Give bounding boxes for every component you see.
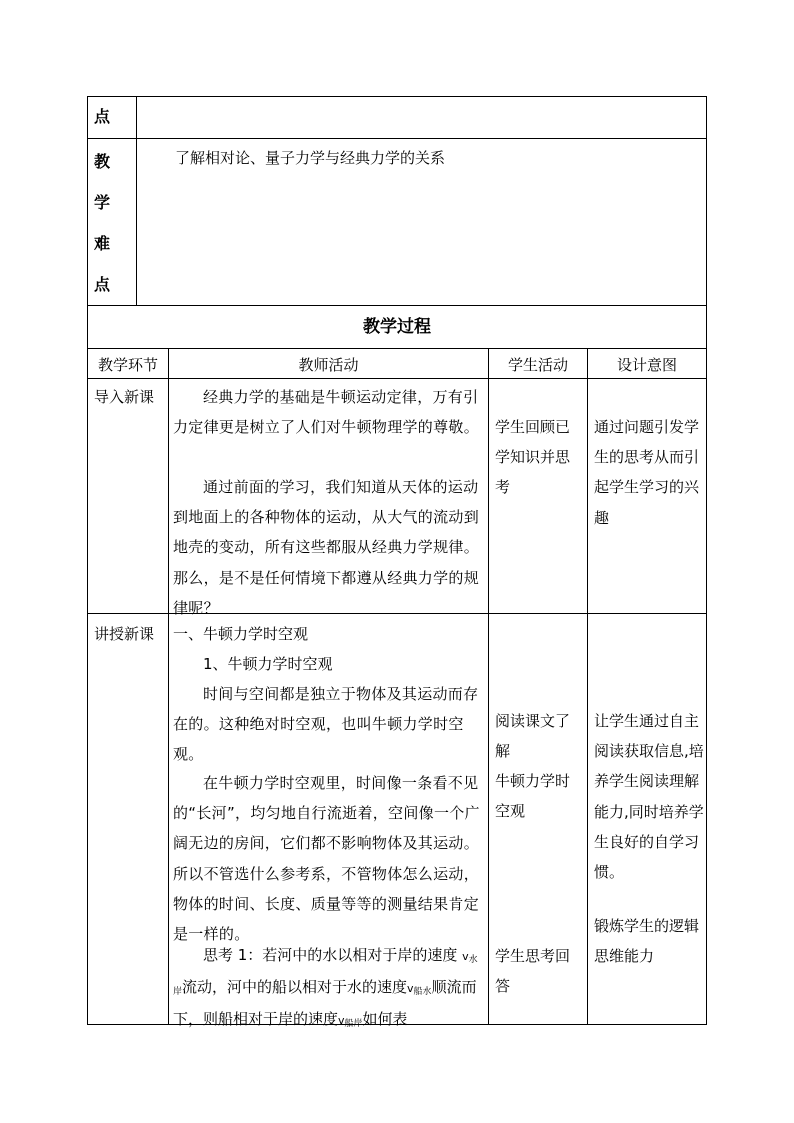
lecture-paragraph: 在牛顿力学时空观里，时间像一条看不见的“长河”，均匀地自行流逝着，空间像一个广阔无边的房间，它们都不影响物体及其运动。所以不管选什么参考系，不管物体怎么运动，物体的时间、长度、质量等等的测量结果肯定是一样的。 [173,774,480,944]
lecture-student-activity: 阅读课文了解 [495,712,571,761]
header-teacher: 教师活动 [298,356,359,374]
lecture-design-intent: 锻炼学生的逻辑思维能力 [594,917,700,966]
row-divider [87,138,707,139]
subscript-water-shore: 水岸 [173,955,478,998]
think-text: 流动，河中的船以相对于水的速度 [182,978,408,997]
top-row-label: 点 [94,107,111,126]
intro-design-intent: 通过问题引发学生的思考从而引起学生学习的兴趣 [594,418,700,527]
lecture-subsection-heading: 1、牛顿力学时空观 [203,655,333,673]
think-text: 思考 1：若河中的水以相对于岸的速度 [203,946,458,964]
table-border-left [87,96,88,1025]
header-design: 设计意图 [616,356,677,374]
velocity-symbol: v [407,982,414,996]
subscript-boat-shore: 船岸 [344,1019,363,1030]
difficulty-label-char: 难 [94,234,111,253]
table-border-top [87,96,707,97]
label-column-divider [136,96,137,306]
intro-teacher-paragraph: 经典力学的基础是牛顿运动定律，万有引力定律更是树立了人们对牛顿物理学的尊敬。 [173,388,480,437]
row-divider [87,348,707,349]
header-student: 学生活动 [507,356,568,374]
lecture-paragraph: 时间与空间都是独立于物体及其运动而存在的。这种绝对时空观，也叫牛顿力学时空观。 [173,685,479,764]
lecture-stage: 讲授新课 [94,625,155,643]
student-column-divider [587,348,588,1025]
difficulty-label-char: 学 [94,193,111,212]
table-border-right [706,96,707,1025]
lecture-design-intent: 让学生通过自主阅读获取信息,培养学生阅读理解能力,同时培养学生良好的自学习惯。 [594,712,704,882]
difficulty-label-char: 点 [94,275,111,294]
lecture-think-question [173,940,485,1037]
velocity-symbol: v [338,1014,345,1028]
difficulty-content: 了解相对论、量子力学与经典力学的关系 [175,149,446,167]
difficulty-label-char: 教 [94,152,111,171]
row-divider [87,305,707,306]
think-text: 如何表 [362,1010,408,1029]
velocity-symbol: v [462,950,469,963]
process-title: 教学过程 [363,317,431,337]
intro-stage: 导入新课 [94,388,155,406]
lecture-student-activity: 牛顿力学时空观 [495,772,571,821]
intro-student-activity: 学生回顾已学知识并思考 [495,418,571,497]
stage-column-divider [168,348,169,1025]
teacher-column-divider [488,348,489,1025]
intro-teacher-paragraph: 通过前面的学习，我们知道从天体的运动到地面上的各种物体的运动，从大气的流动到地壳的变动，所有这些都服从经典力学规律。那么，是不是任何情境下都遵从经典力学的规律呢？ [173,478,480,617]
think-text: 顺流而下，则船相对于岸的速度 [173,978,477,1029]
lecture-student-activity: 学生思考回答 [495,947,571,996]
lecture-section-heading: 一、牛顿力学时空观 [173,625,309,643]
subscript-boat-water: 船水 [413,987,432,998]
header-stage: 教学环节 [97,356,158,374]
